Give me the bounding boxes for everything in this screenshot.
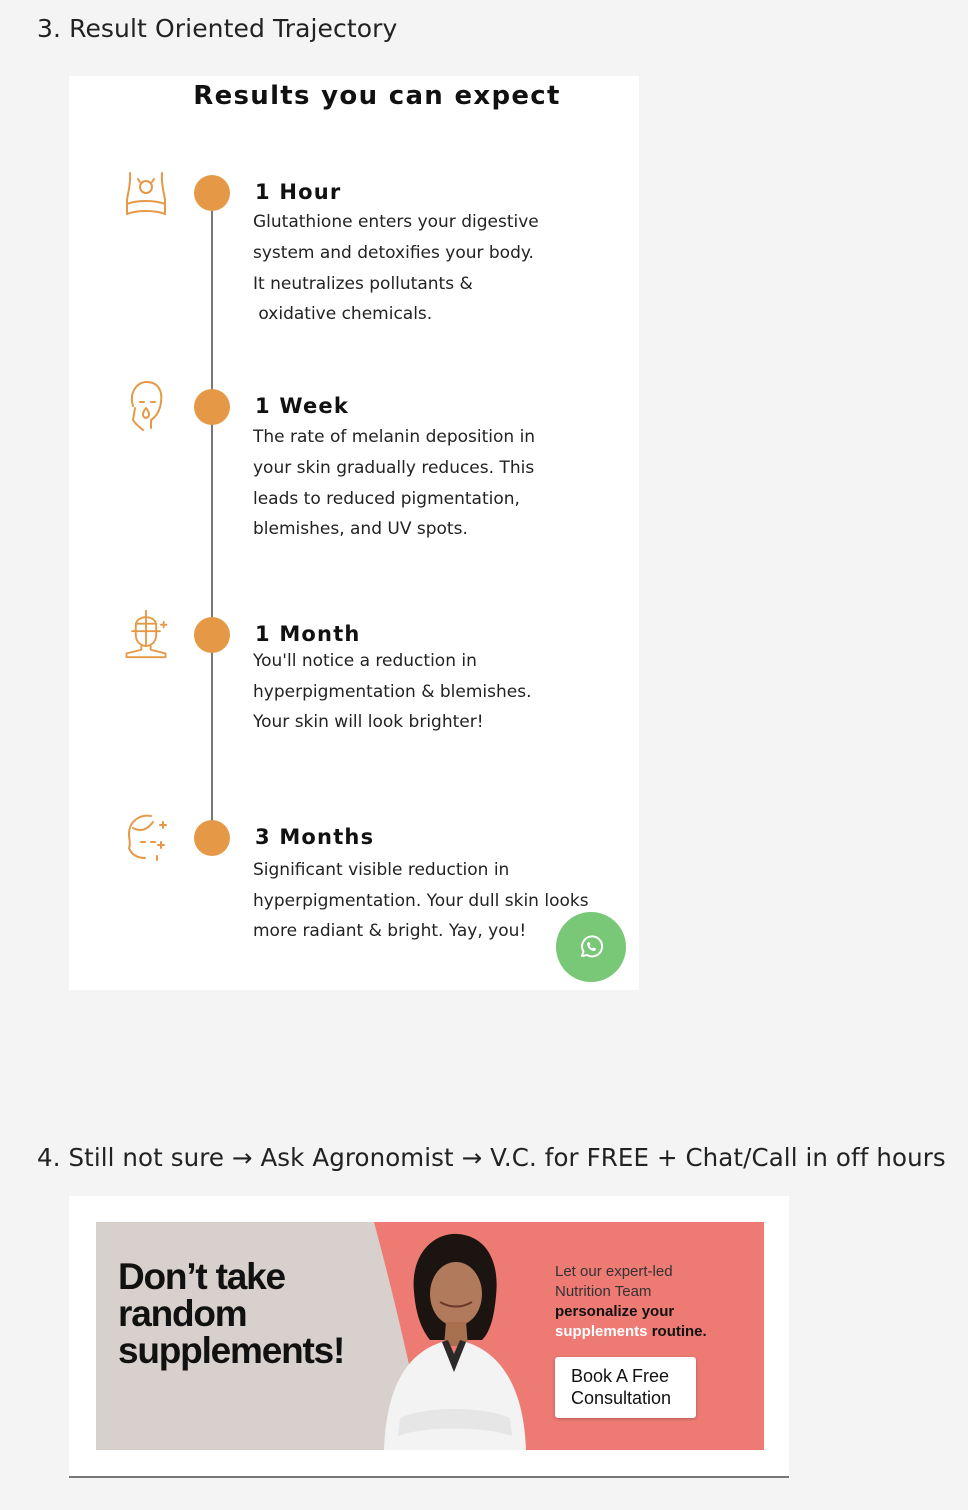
timeline-dot [194, 175, 230, 211]
stage-text-line: your skin gradually reduces. This [253, 458, 535, 478]
section-4-heading: 4. Still not sure → Ask Agronomist → V.C. for FREE + Chat/Call in off hours [37, 1143, 946, 1172]
stage-text-line: more radiant & bright. Yay, you! [253, 921, 527, 941]
headline-line: supplements! [118, 1330, 345, 1371]
stage-text-line: Significant visible reduction in [253, 860, 510, 880]
whatsapp-button[interactable] [556, 912, 626, 982]
stage-text-line: You'll notice a reduction in [253, 651, 477, 671]
stage-text-line: hyperpigmentation. Your dull skin looks [253, 891, 589, 911]
copy-line: Let our expert-led [555, 1263, 673, 1280]
book-consultation-button[interactable] [555, 1357, 696, 1418]
timeline-line [211, 193, 213, 838]
timeline-dot [194, 389, 230, 425]
banner-headline [118, 1258, 344, 1369]
copy-highlight: supplements [555, 1323, 648, 1340]
stage-title: 1 Week [255, 394, 349, 418]
timeline-dot [194, 617, 230, 653]
stage-text-line: Glutathione enters your digestive [253, 212, 539, 232]
stage-text-line: Your skin will look brighter! [253, 712, 484, 732]
headline-line: Don’t take [118, 1256, 285, 1297]
whatsapp-icon [578, 934, 604, 960]
results-title: Results you can expect [193, 81, 561, 111]
copy-bold: personalize your [555, 1303, 675, 1320]
timeline-dot [194, 820, 230, 856]
stage-text-line: system and detoxifies your body. [253, 243, 534, 263]
face-drop-icon [121, 380, 171, 432]
stage-text-line: oxidative chemicals. [253, 304, 433, 324]
banner-copy [555, 1262, 707, 1342]
button-line: Book A Free [571, 1366, 670, 1386]
button-line: Consultation [571, 1388, 672, 1408]
stage-title: 1 Month [255, 622, 361, 646]
consultation-banner[interactable] [96, 1222, 764, 1450]
stage-title: 1 Hour [255, 180, 342, 204]
section-3-heading: 3. Result Oriented Trajectory [37, 14, 398, 43]
consultation-card [69, 1196, 789, 1476]
headline-line: random [118, 1293, 247, 1334]
stage-text-line: hyperpigmentation & blemishes. [253, 682, 532, 702]
stage-text-line: blemishes, and UV spots. [253, 519, 468, 539]
bottom-divider [69, 1476, 789, 1478]
stage-text-line: It neutralizes pollutants & [253, 274, 473, 294]
torso-icon [121, 170, 171, 222]
copy-line: Nutrition Team [555, 1283, 652, 1300]
face-sparkle-icon [121, 812, 171, 864]
nutritionist-photo [354, 1222, 554, 1450]
face-scan-icon [121, 607, 171, 659]
stage-text-line: leads to reduced pigmentation, [253, 489, 520, 509]
stage-title: 3 Months [255, 825, 375, 849]
results-card [69, 76, 639, 990]
stage-text-line: The rate of melanin deposition in [253, 427, 536, 447]
copy-tail: routine. [647, 1323, 707, 1340]
